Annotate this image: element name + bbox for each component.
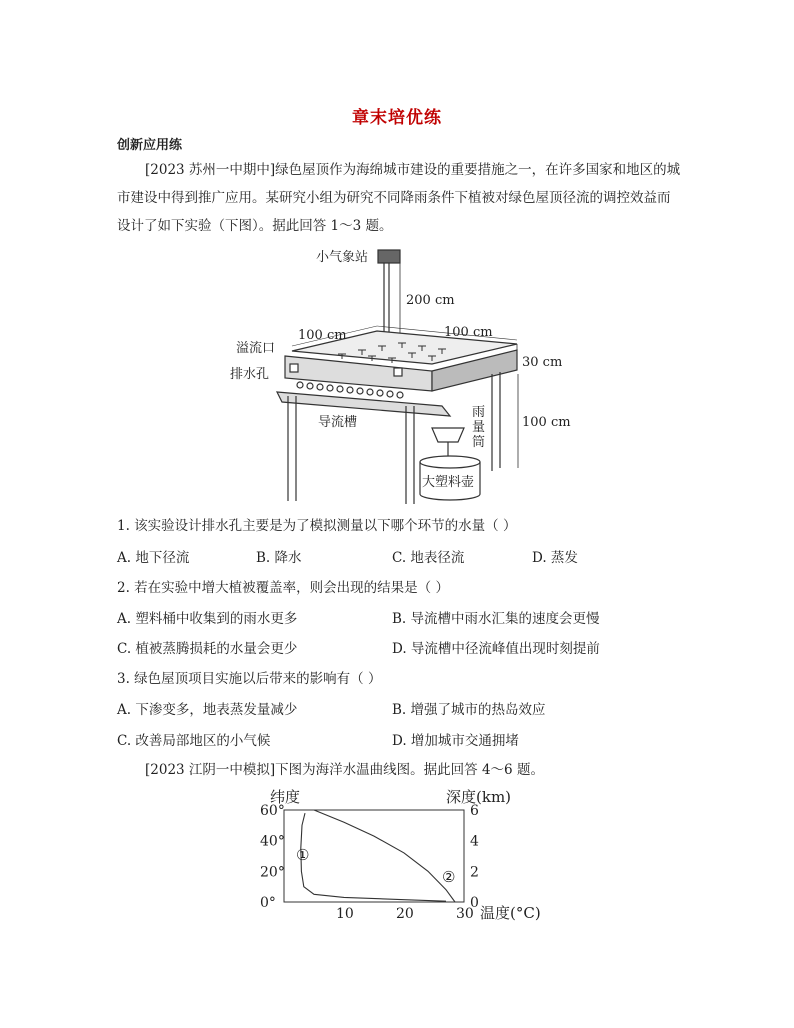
q1-option-d: D. 蒸发 bbox=[532, 550, 578, 566]
q1-option-a: A. 地下径流 bbox=[117, 550, 190, 566]
label-overflow: 溢流口 bbox=[236, 341, 276, 356]
q2-option-b: B. 导流槽中雨水汇集的速度会更慢 bbox=[392, 611, 600, 627]
series-line-1 bbox=[301, 813, 446, 901]
q3-option-b: B. 增强了城市的热岛效应 bbox=[392, 702, 546, 718]
ocean-temperature-chart bbox=[240, 786, 560, 926]
q1-option-c: C. 地表径流 bbox=[392, 550, 465, 566]
q3-option-d: D. 增加城市交通拥堵 bbox=[392, 733, 519, 749]
y-tick-left: 0° bbox=[260, 895, 276, 911]
label-gauge-3: 筒 bbox=[472, 435, 486, 450]
y-tick-left: 40° bbox=[260, 833, 285, 850]
series-label-1: ① bbox=[296, 846, 310, 864]
y-tick-right: 6 bbox=[470, 803, 479, 819]
y-tick-left: 20° bbox=[260, 864, 285, 881]
x-tick: 20 bbox=[396, 906, 414, 922]
q2-option-c: C. 植被蒸腾损耗的水量会更少 bbox=[117, 641, 298, 657]
label-30cm: 30 cm bbox=[522, 355, 563, 370]
intro-paragraph-2: [2023 江阴一中模拟]下图为海洋水温曲线图。据此回答 4～6 题。 bbox=[145, 762, 544, 778]
plot-frame bbox=[284, 810, 464, 902]
q3-option-c: C. 改善局部地区的小气候 bbox=[117, 733, 271, 749]
label-bucket: 大塑料壶 bbox=[422, 475, 475, 490]
q2-option-d: D. 导流槽中径流峰值出现时刻提前 bbox=[392, 641, 600, 657]
label-station: 小气象站 bbox=[316, 250, 369, 265]
xlabel: 温度(°C) bbox=[480, 904, 541, 922]
label-100cm-b: 100 cm bbox=[444, 325, 493, 340]
label-drain: 排水孔 bbox=[230, 367, 270, 382]
question-2-stem: 2. 若在实验中增大植被覆盖率，则会出现的结果是（ ） bbox=[117, 580, 449, 596]
q2-option-a: A. 塑料桶中收集到的雨水更多 bbox=[117, 611, 298, 627]
question-3-stem: 3. 绿色屋顶项目实施以后带来的影响有（ ） bbox=[117, 671, 382, 687]
intro-line-2: 市建设中得到推广应用。某研究小组为研究不同降雨条件下植被对绿色屋顶径流的调控效益而 bbox=[117, 190, 671, 206]
x-tick: 30 bbox=[456, 906, 474, 922]
y-tick-right: 2 bbox=[470, 864, 479, 881]
series-line-2 bbox=[314, 810, 455, 902]
intro-line-1: [2023 苏州一中期中]绿色屋顶作为海绵城市建设的重要措施之一，在许多国家和地区的城 bbox=[145, 162, 681, 178]
intro-paragraph-1 bbox=[117, 156, 697, 240]
q1-option-b: B. 降水 bbox=[256, 550, 302, 566]
q3-option-a: A. 下渗变多，地表蒸发量减少 bbox=[117, 702, 298, 718]
y-tick-left: 60° bbox=[260, 803, 285, 819]
question-1-stem: 1. 该实验设计排水孔主要是为了模拟测量以下哪个环节的水量（ ） bbox=[117, 518, 517, 534]
label-channel: 导流槽 bbox=[318, 415, 358, 430]
ylabel-left: 纬度 bbox=[270, 788, 301, 806]
label-200cm: 200 cm bbox=[406, 293, 455, 308]
y-tick-right: 0 bbox=[470, 895, 479, 911]
series-label-2: ② bbox=[442, 868, 456, 886]
label-100cm-c: 100 cm bbox=[522, 415, 571, 430]
label-gauge-1: 雨 bbox=[472, 405, 486, 420]
x-tick: 10 bbox=[336, 906, 354, 922]
intro-line-3: 设计了如下实验（下图）。据此回答 1～3 题。 bbox=[117, 218, 393, 234]
label-100cm-a: 100 cm bbox=[298, 328, 347, 343]
experiment-figure bbox=[222, 246, 582, 508]
section-heading: 创新应用练 bbox=[117, 138, 183, 153]
y-tick-right: 4 bbox=[470, 833, 479, 850]
label-gauge-2: 量 bbox=[472, 420, 486, 435]
page-title: 章末培优练 bbox=[352, 108, 442, 128]
ylabel-right: 深度(km) bbox=[446, 788, 512, 806]
